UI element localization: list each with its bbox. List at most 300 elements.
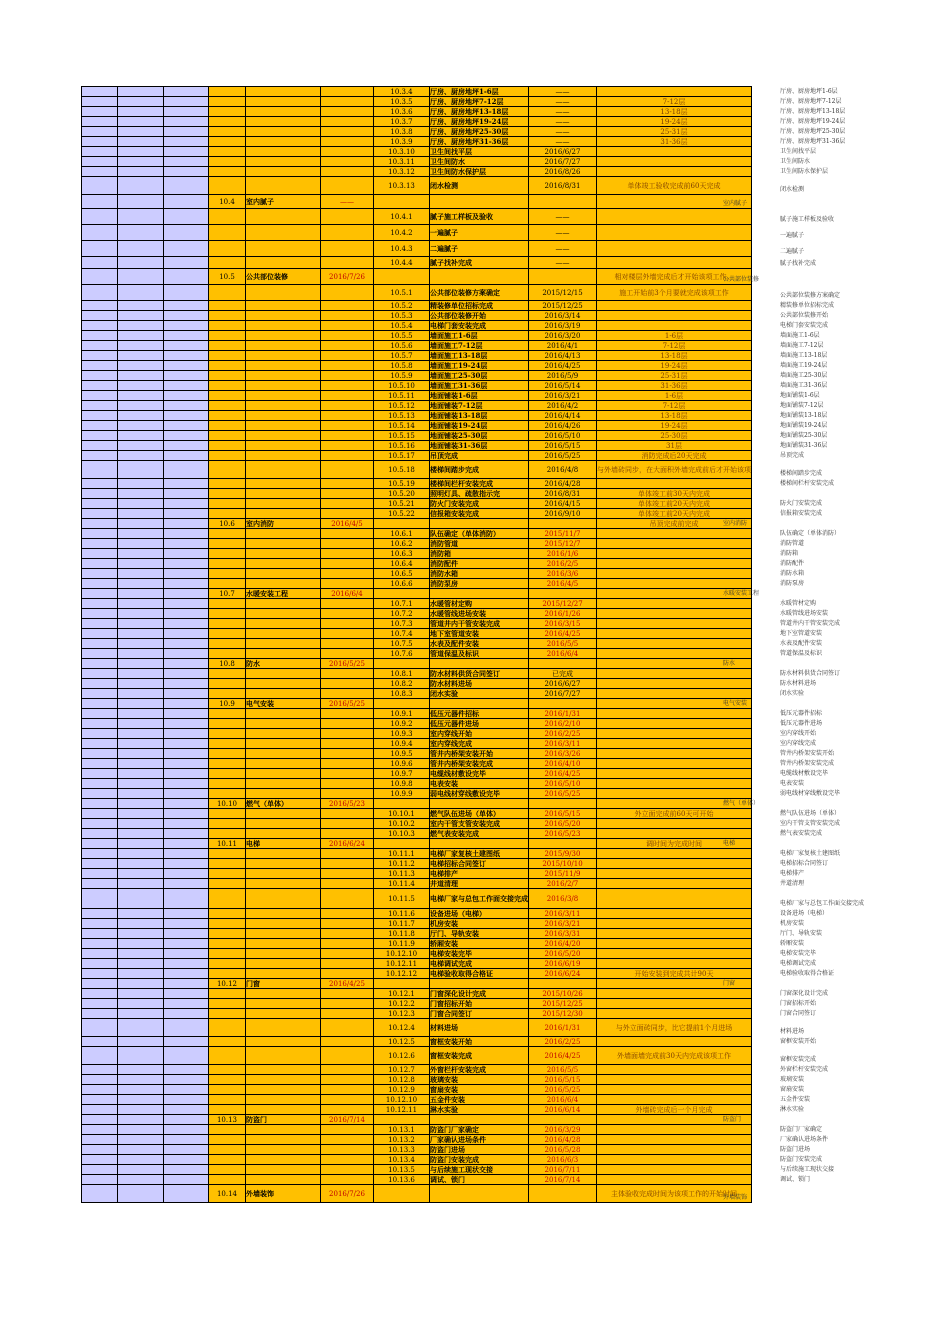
cell-c8 [430, 269, 529, 285]
cell-c8 [430, 519, 529, 529]
cell-c5 [246, 1125, 321, 1135]
cell-c1 [82, 929, 118, 939]
cell-c7: 10.5.8 [374, 361, 430, 371]
cell-c2 [118, 889, 164, 909]
table-row [82, 679, 752, 689]
cell-c6 [321, 879, 374, 889]
cell-c9: 2016/4/25 [529, 361, 597, 371]
cell-c9: 2016/3/15 [529, 619, 597, 629]
cell-c4 [209, 167, 246, 177]
cell-c5 [246, 1085, 321, 1095]
cell-c10 [597, 879, 752, 889]
side-note: 燃气队伍进场（单体） [780, 810, 841, 817]
cell-c10 [597, 539, 752, 549]
cell-c4 [209, 819, 246, 829]
cell-c2 [118, 629, 164, 639]
cell-c7: 10.6.4 [374, 559, 430, 569]
cell-c7: 10.12.2 [374, 999, 430, 1009]
cell-c4 [209, 859, 246, 869]
cell-c4 [209, 809, 246, 819]
cell-c4 [209, 529, 246, 539]
cell-c10: 25-31层 [597, 371, 752, 381]
table-row [82, 167, 752, 177]
cell-c5: 防水 [246, 659, 321, 669]
table-row [82, 869, 752, 879]
cell-c4: 10.4 [209, 195, 246, 209]
cell-c8: 地面铺装1-6层 [430, 391, 529, 401]
cell-c9: 2016/9/10 [529, 509, 597, 519]
cell-c5 [246, 117, 321, 127]
cell-c4 [209, 1009, 246, 1019]
cell-c3 [164, 949, 209, 959]
side-note: 门窗 [723, 980, 736, 987]
table-row [82, 939, 752, 949]
cell-c3 [164, 225, 209, 241]
cell-c5 [246, 331, 321, 341]
cell-c9: 2015/9/30 [529, 849, 597, 859]
cell-c7: 10.5.6 [374, 341, 430, 351]
cell-c8: 五金件安装 [430, 1095, 529, 1105]
side-note: 一遍腻子 [780, 232, 805, 239]
cell-c10: 31层 [597, 441, 752, 451]
cell-c6 [321, 225, 374, 241]
cell-c6 [321, 1125, 374, 1135]
cell-c5 [246, 809, 321, 819]
cell-c8: 精装修单位招标完成 [430, 301, 529, 311]
table-row [82, 619, 752, 629]
cell-c1 [82, 519, 118, 529]
cell-c9 [529, 1185, 597, 1203]
cell-c2 [118, 257, 164, 269]
side-note: 墙面施工31-36层 [780, 382, 828, 389]
table-row [82, 341, 752, 351]
cell-c8: 腻子找补完成 [430, 257, 529, 269]
cell-c8: 管井内桥架安装开始 [430, 749, 529, 759]
cell-c4 [209, 629, 246, 639]
cell-c9: 2016/4/2 [529, 401, 597, 411]
cell-c4 [209, 1165, 246, 1175]
table-row [82, 909, 752, 919]
cell-c3 [164, 461, 209, 479]
table-row [82, 381, 752, 391]
cell-c4 [209, 639, 246, 649]
cell-c5: 电气安装 [246, 699, 321, 709]
cell-c8: 电梯验收取得合格证 [430, 969, 529, 979]
cell-c8: 轿厢安装 [430, 939, 529, 949]
cell-c1 [82, 789, 118, 799]
cell-c5 [246, 709, 321, 719]
cell-c3 [164, 829, 209, 839]
cell-c3 [164, 989, 209, 999]
cell-c1 [82, 1075, 118, 1085]
table-row [82, 589, 752, 599]
cell-c5: 室内消防 [246, 519, 321, 529]
cell-c10: 7-12层 [597, 97, 752, 107]
cell-c5 [246, 1009, 321, 1019]
cell-c3 [164, 629, 209, 639]
cell-c8: 地面铺装25-30层 [430, 431, 529, 441]
table-row [82, 829, 752, 839]
cell-c10: 消防完成后20天完成 [597, 451, 752, 461]
cell-c3 [164, 1009, 209, 1019]
side-note: 二遍腻子 [780, 248, 805, 255]
cell-c7: 10.5.15 [374, 431, 430, 441]
cell-c1 [82, 819, 118, 829]
cell-c2 [118, 849, 164, 859]
table-row [82, 1175, 752, 1185]
cell-c4 [209, 1047, 246, 1065]
cell-c5 [246, 401, 321, 411]
cell-c2 [118, 421, 164, 431]
cell-c10 [597, 1175, 752, 1185]
cell-c7: 10.5.22 [374, 509, 430, 519]
cell-c4 [209, 177, 246, 195]
table-row [82, 959, 752, 969]
table-row [82, 629, 752, 639]
cell-c9: 2016/6/4 [529, 1095, 597, 1105]
cell-c2 [118, 759, 164, 769]
cell-c9: —— [529, 87, 597, 97]
cell-c5 [246, 929, 321, 939]
table-row [82, 609, 752, 619]
cell-c6 [321, 729, 374, 739]
cell-c7: 10.12.5 [374, 1037, 430, 1047]
cell-c9: 2015/12/30 [529, 1009, 597, 1019]
cell-c8: 电梯安装完毕 [430, 949, 529, 959]
side-note: 井道清理 [780, 880, 805, 887]
cell-c3 [164, 341, 209, 351]
cell-c4 [209, 311, 246, 321]
cell-c2 [118, 879, 164, 889]
cell-c9: 2016/3/11 [529, 909, 597, 919]
cell-c4 [209, 147, 246, 157]
side-note: 门窗深化设计完成 [780, 990, 829, 997]
cell-c9: 2016/4/14 [529, 411, 597, 421]
cell-c1 [82, 989, 118, 999]
cell-c10: 31-36层 [597, 381, 752, 391]
cell-c1 [82, 559, 118, 569]
cell-c6 [321, 1009, 374, 1019]
cell-c4 [209, 739, 246, 749]
cell-c9: 2015/12/15 [529, 285, 597, 301]
table-row [82, 269, 752, 285]
cell-c5 [246, 107, 321, 117]
cell-c2 [118, 371, 164, 381]
cell-c5 [246, 1075, 321, 1085]
cell-c2 [118, 979, 164, 989]
cell-c4 [209, 609, 246, 619]
table-row [82, 351, 752, 361]
table-row [82, 499, 752, 509]
side-note: 墙面施工13-18层 [780, 352, 828, 359]
cell-c8: 防盗门厂家确定 [430, 1125, 529, 1135]
table-row [82, 509, 752, 519]
cell-c3 [164, 769, 209, 779]
cell-c4 [209, 759, 246, 769]
cell-c10: 1-6层 [597, 391, 752, 401]
cell-c10: 1-6层 [597, 331, 752, 341]
cell-c10 [597, 779, 752, 789]
cell-c1 [82, 619, 118, 629]
cell-c10: 25-31层 [597, 127, 752, 137]
cell-c5 [246, 599, 321, 609]
cell-c2 [118, 859, 164, 869]
cell-c8 [430, 589, 529, 599]
cell-c9 [529, 269, 597, 285]
cell-c3 [164, 411, 209, 421]
cell-c1 [82, 809, 118, 819]
table-row [82, 1037, 752, 1047]
cell-c8: 门窗招标开始 [430, 999, 529, 1009]
cell-c5 [246, 1095, 321, 1105]
cell-c9: 2016/4/10 [529, 759, 597, 769]
cell-c8: 厅房、厨房地坪7-12层 [430, 97, 529, 107]
cell-c4 [209, 709, 246, 719]
cell-c8: 二遍腻子 [430, 241, 529, 257]
cell-c5 [246, 461, 321, 479]
cell-c2 [118, 639, 164, 649]
table-row [82, 649, 752, 659]
cell-c7: 10.11.2 [374, 859, 430, 869]
cell-c3 [164, 451, 209, 461]
cell-c6 [321, 969, 374, 979]
cell-c9 [529, 195, 597, 209]
cell-c6 [321, 461, 374, 479]
cell-c10 [597, 789, 752, 799]
cell-c10 [597, 1135, 752, 1145]
cell-c3 [164, 1105, 209, 1115]
cell-c5 [246, 489, 321, 499]
cell-c1 [82, 127, 118, 137]
cell-c2 [118, 719, 164, 729]
cell-c7: 10.5.1 [374, 285, 430, 301]
cell-c2 [118, 519, 164, 529]
cell-c6 [321, 639, 374, 649]
cell-c8: 弱电线材穿线敷设完毕 [430, 789, 529, 799]
table-row [82, 849, 752, 859]
side-note: 防水 [723, 660, 736, 667]
cell-c4 [209, 331, 246, 341]
cell-c9: 2016/5/10 [529, 779, 597, 789]
cell-c6 [321, 107, 374, 117]
cell-c2 [118, 679, 164, 689]
cell-c7 [374, 269, 430, 285]
cell-c2 [118, 659, 164, 669]
cell-c7: 10.5.20 [374, 489, 430, 499]
cell-c2 [118, 167, 164, 177]
cell-c2 [118, 839, 164, 849]
cell-c5 [246, 669, 321, 679]
cell-c1 [82, 959, 118, 969]
side-note: 电梯安装完毕 [780, 950, 817, 957]
cell-c3 [164, 819, 209, 829]
side-note: 楼梯间栏杆安装完成 [780, 480, 835, 487]
cell-c8: 厂家确认进场条件 [430, 1135, 529, 1145]
cell-c9: 2015/12/25 [529, 301, 597, 311]
cell-c5: 室内腻子 [246, 195, 321, 209]
cell-c7: 10.12.4 [374, 1019, 430, 1037]
cell-c2 [118, 391, 164, 401]
cell-c5 [246, 909, 321, 919]
cell-c1 [82, 1165, 118, 1175]
cell-c8: 门窗合同签订 [430, 1009, 529, 1019]
cell-c7: 10.13.1 [374, 1125, 430, 1135]
side-note: 电气安装 [723, 700, 748, 707]
cell-c6 [321, 1047, 374, 1065]
cell-c8: 室内穿线完成 [430, 739, 529, 749]
table-row [82, 569, 752, 579]
cell-c6 [321, 1175, 374, 1185]
cell-c2 [118, 949, 164, 959]
cell-c6 [321, 909, 374, 919]
cell-c1 [82, 195, 118, 209]
cell-c1 [82, 167, 118, 177]
cell-c8: 电梯门套安装完成 [430, 321, 529, 331]
cell-c4 [209, 371, 246, 381]
cell-c9: 2016/4/26 [529, 421, 597, 431]
cell-c10: 19-24层 [597, 117, 752, 127]
cell-c3 [164, 619, 209, 629]
side-note: 卫生间找平层 [780, 148, 817, 155]
cell-c3 [164, 1085, 209, 1095]
cell-c2 [118, 869, 164, 879]
cell-c6: 2016/5/25 [321, 699, 374, 709]
side-note: 消防水箱 [780, 570, 805, 577]
cell-c4 [209, 1065, 246, 1075]
table-row [82, 117, 752, 127]
cell-c6 [321, 341, 374, 351]
cell-c2 [118, 1115, 164, 1125]
cell-c9: 2016/3/8 [529, 889, 597, 909]
side-note: 厅房、厨房地坪31-36层 [780, 138, 846, 145]
cell-c10 [597, 569, 752, 579]
cell-c5 [246, 869, 321, 879]
cell-c2 [118, 569, 164, 579]
cell-c2 [118, 1155, 164, 1165]
cell-c1 [82, 285, 118, 301]
cell-c8: 淋水实验 [430, 1105, 529, 1115]
cell-c6 [321, 1145, 374, 1155]
cell-c3 [164, 959, 209, 969]
cell-c8: 墙面施工31-36层 [430, 381, 529, 391]
cell-c2 [118, 1047, 164, 1065]
table-row [82, 461, 752, 479]
side-note: 室内腻子 [723, 200, 748, 207]
cell-c4 [209, 137, 246, 147]
cell-c8: 厅房、厨房地坪31-36层 [430, 137, 529, 147]
cell-c7: 10.5.18 [374, 461, 430, 479]
cell-c2 [118, 209, 164, 225]
cell-c1 [82, 1155, 118, 1165]
table-row [82, 371, 752, 381]
cell-c9: —— [529, 97, 597, 107]
cell-c3 [164, 1175, 209, 1185]
cell-c4 [209, 451, 246, 461]
cell-c3 [164, 729, 209, 739]
cell-c5 [246, 569, 321, 579]
cell-c4 [209, 479, 246, 489]
cell-c7: 10.10.2 [374, 819, 430, 829]
cell-c4 [209, 381, 246, 391]
cell-c10 [597, 579, 752, 589]
cell-c8: 地面铺装13-18层 [430, 411, 529, 421]
cell-c1 [82, 391, 118, 401]
cell-c5 [246, 939, 321, 949]
table-row [82, 361, 752, 371]
cell-c6 [321, 257, 374, 269]
cell-c8: 电表安装 [430, 779, 529, 789]
table-row [82, 195, 752, 209]
cell-c1 [82, 1145, 118, 1155]
cell-c1 [82, 829, 118, 839]
table-row [82, 549, 752, 559]
cell-c3 [164, 759, 209, 769]
cell-c10: 单体竣工前20天内完成 [597, 509, 752, 519]
cell-c9: 2016/3/19 [529, 321, 597, 331]
cell-c8: 电梯厂家复核土建图纸 [430, 849, 529, 859]
cell-c5 [246, 729, 321, 739]
table-row [82, 127, 752, 137]
cell-c10 [597, 241, 752, 257]
side-note: 厅房、厨房地坪19-24层 [780, 118, 846, 125]
cell-c3 [164, 1037, 209, 1047]
cell-c6 [321, 391, 374, 401]
cell-c10 [597, 849, 752, 859]
cell-c6: 2016/7/14 [321, 1115, 374, 1125]
cell-c5 [246, 689, 321, 699]
side-note: 室内消防 [723, 520, 748, 527]
cell-c3 [164, 381, 209, 391]
cell-c1 [82, 331, 118, 341]
cell-c7: 10.9.3 [374, 729, 430, 739]
cell-c2 [118, 1125, 164, 1135]
cell-c10 [597, 679, 752, 689]
cell-c10: 施工开始前3个月要就完成该项工作 [597, 285, 752, 301]
cell-c3 [164, 147, 209, 157]
cell-c1 [82, 1065, 118, 1075]
cell-c6 [321, 209, 374, 225]
cell-c6 [321, 381, 374, 391]
cell-c5 [246, 829, 321, 839]
cell-c7: 10.11.9 [374, 939, 430, 949]
side-note: 地面铺装19-24层 [780, 422, 828, 429]
cell-c9 [529, 1115, 597, 1125]
cell-c9: 2016/2/25 [529, 1037, 597, 1047]
cell-c7: 10.11.1 [374, 849, 430, 859]
cell-c3 [164, 321, 209, 331]
cell-c1 [82, 341, 118, 351]
table-row [82, 659, 752, 669]
cell-c7: 10.11.6 [374, 909, 430, 919]
side-note: 地面铺装1-6层 [780, 392, 820, 399]
cell-c8: 水暖管线进场安装 [430, 609, 529, 619]
side-note: 机房安装 [780, 920, 805, 927]
cell-c9: 2016/3/21 [529, 919, 597, 929]
cell-c5 [246, 411, 321, 421]
cell-c3 [164, 849, 209, 859]
cell-c3 [164, 569, 209, 579]
side-note: 燃气表安装完成 [780, 830, 823, 837]
cell-c6 [321, 1155, 374, 1165]
cell-c10 [597, 819, 752, 829]
cell-c5 [246, 989, 321, 999]
cell-c2 [118, 649, 164, 659]
side-note: 水暖管线进场安装 [780, 610, 829, 617]
cell-c4 [209, 1145, 246, 1155]
cell-c9: 2016/3/26 [529, 749, 597, 759]
cell-c2 [118, 929, 164, 939]
table-row [82, 949, 752, 959]
